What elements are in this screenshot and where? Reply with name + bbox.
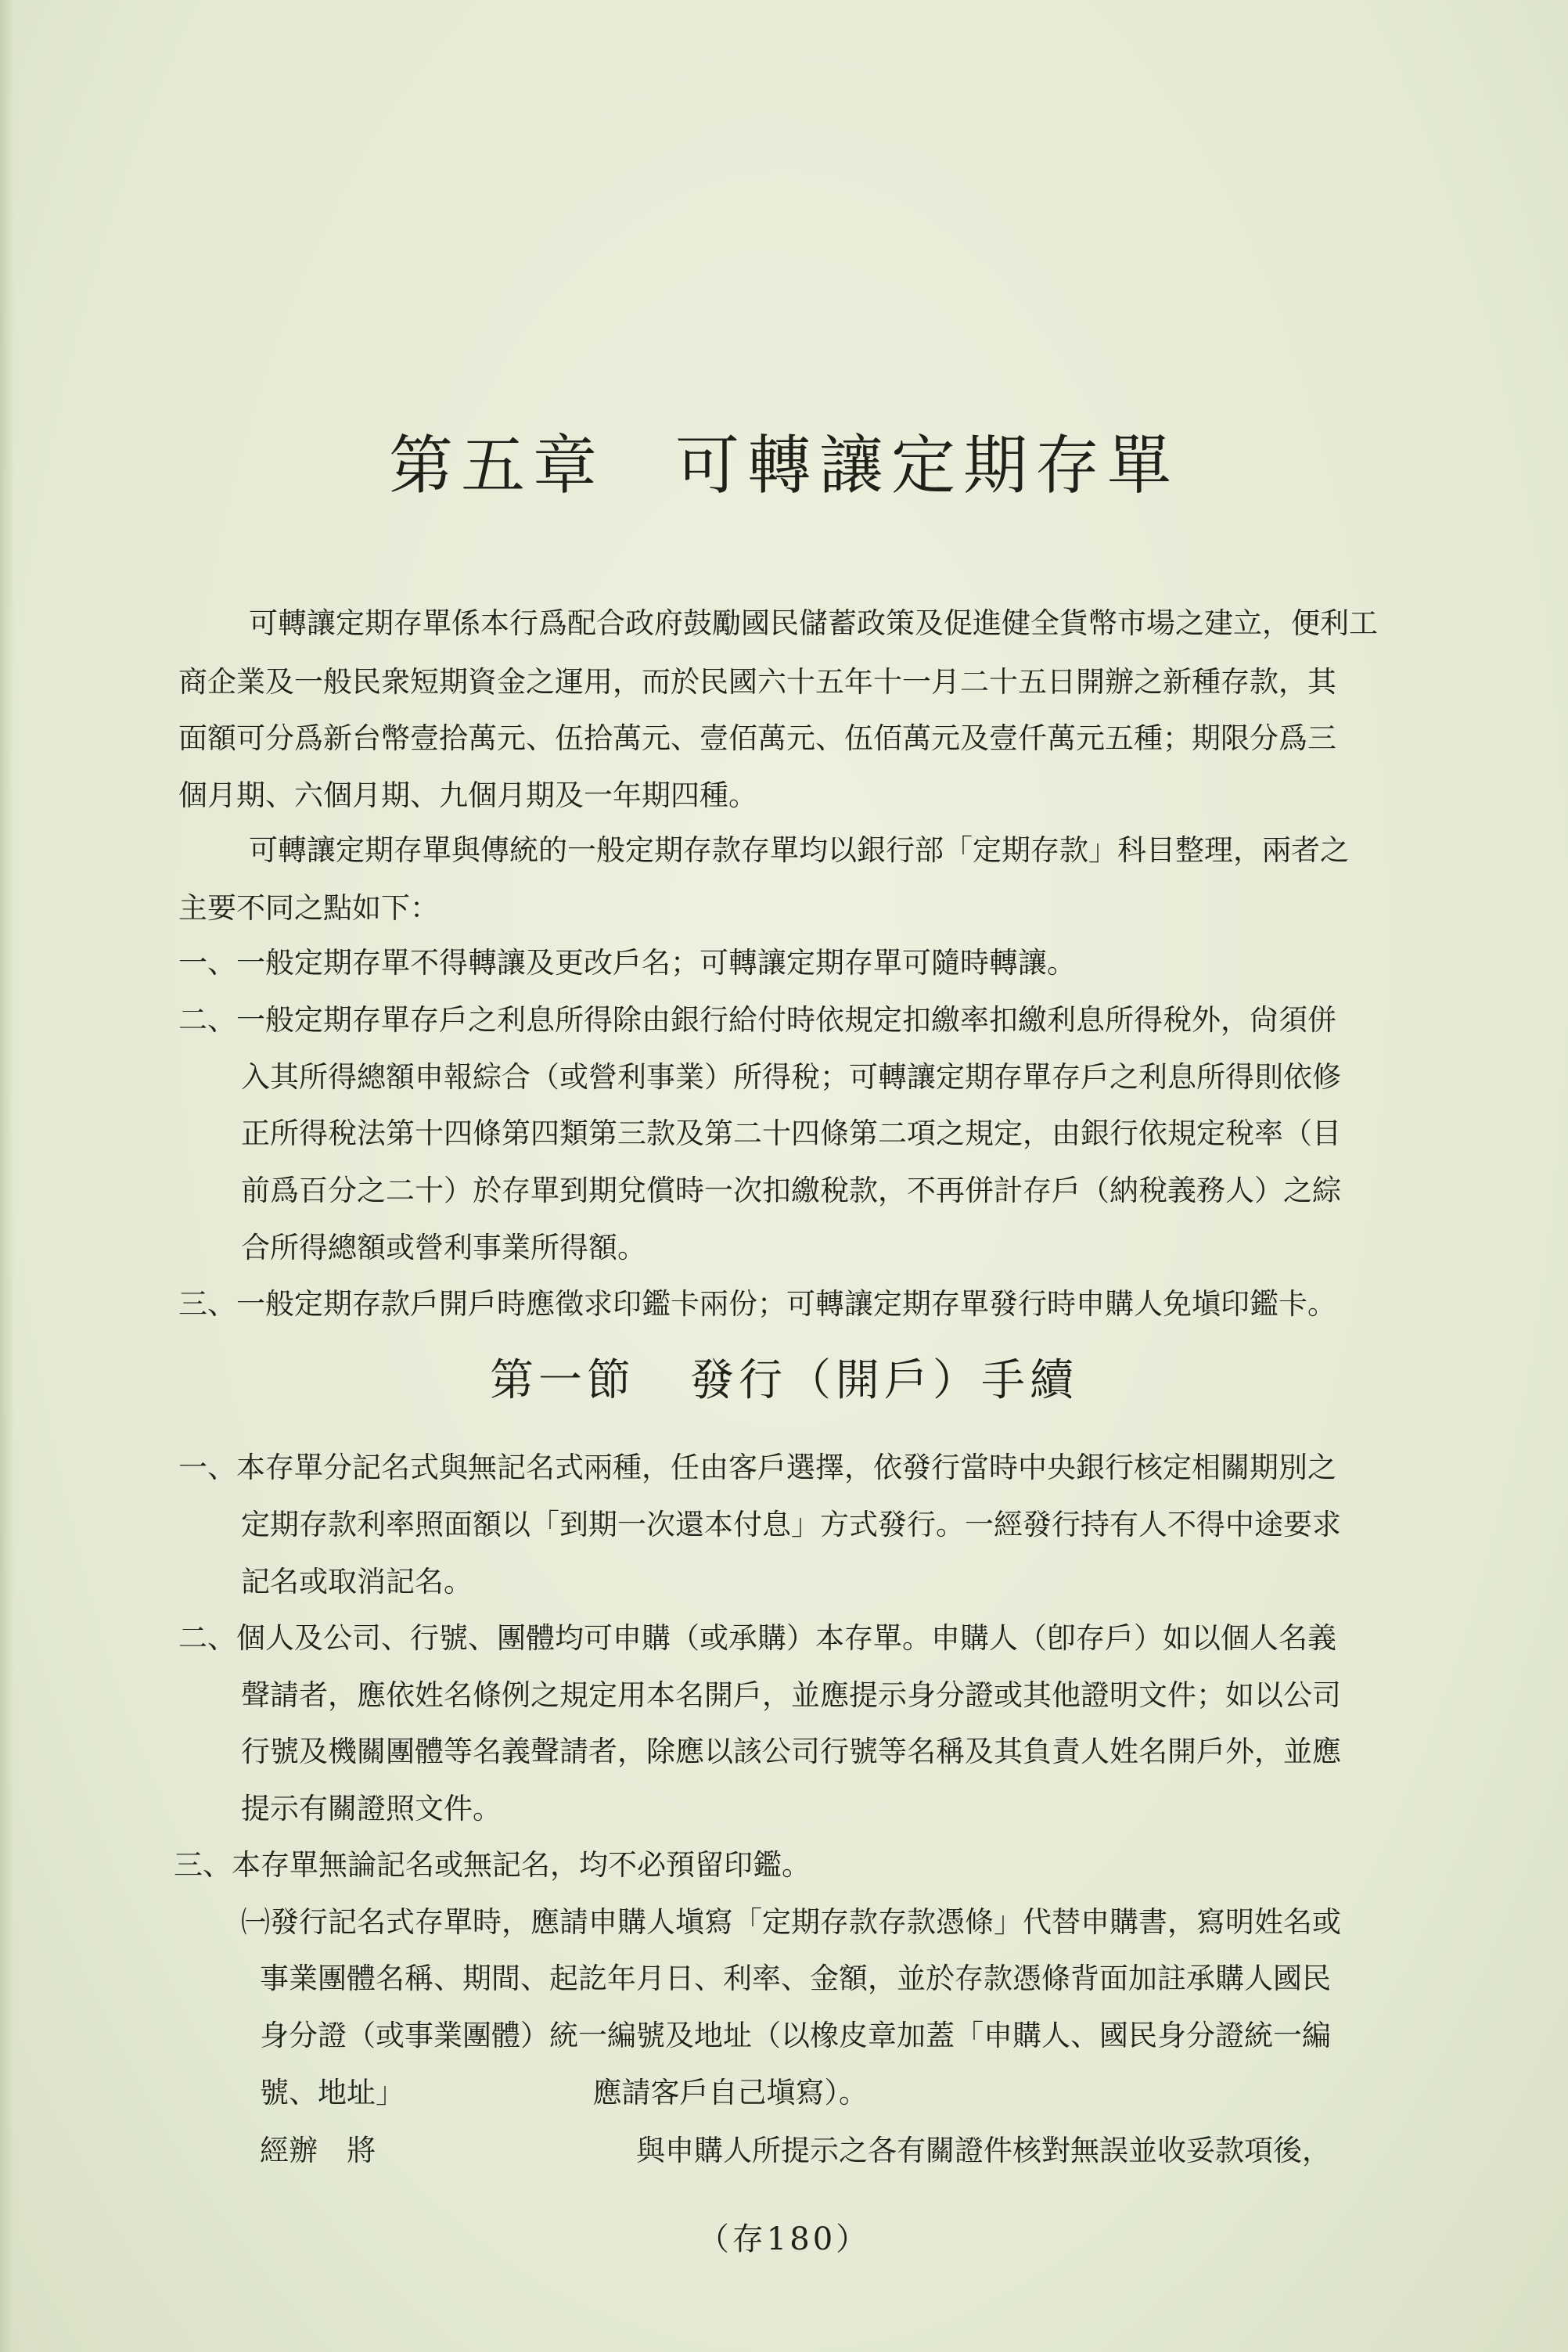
chapter-number: 第五章 [388,429,605,503]
difference-item-2-cont: 正所得稅法第十四條第四類第三款及第二十四條第二項之規定，由銀行依規定稅率（目 [241,1117,1341,1150]
difference-item-2-cont: 合所得總額或營利事業所得額。 [241,1231,646,1264]
difference-item-3: 三、一般定期存款戶開戶時應徵求印鑑卡兩份；可轉讓定期存單發行時申購人免塡印鑑卡。 [178,1287,1336,1321]
difference-item-2-cont: 入其所得總額申報綜合（或營利事業）所得稅；可轉讓定期存單存戶之利息所得則依修 [241,1060,1341,1094]
intro-line-1: 可轉讓定期存單係本行爲配合政府鼓勵國民儲蓄政策及促進健全貨幣市場之建立，便利工 [249,606,1378,640]
page-edge-shadow [0,0,14,2352]
difference-item-1: 一、一般定期存單不得轉讓及更改戶名；可轉讓定期存單可隨時轉讓。 [178,946,1076,980]
procedure-item-2-cont: 行號及機關團體等名義聲請者，除應以該公司行號等名稱及其負責人姓名開戶外，並應 [241,1735,1341,1768]
chapter-title: 可轉讓定期存單 [675,429,1180,503]
procedure-subitem-1: ㈠發行記名式存單時，應請申購人塡寫「定期存款存款憑條」代替申購書，寫明姓名或 [241,1905,1341,1939]
intro-line-2: 商企業及一般民衆短期資金之運用，而於民國六十五年十一月二十五日開辦之新種存款，其 [178,665,1336,699]
procedure-item-2: 二、個人及公司、行號、團體均可申購（或承購）本存單。申購人（卽存戶）如以個人名義 [178,1621,1336,1655]
procedure-item-3: 三、本存單無論記名或無記名，均不必預留印鑑。 [174,1848,811,1882]
procedure-subitem-1-cont: 號、地址」 應請客戶自己塡寫）。 [260,2076,868,2109]
chapter-heading [0,415,1568,506]
difference-item-2: 二、一般定期存單存戶之利息所得除由銀行給付時依規定扣繳率扣繳利息所得稅外，尙須併 [178,1003,1336,1037]
page-number: （存180） [697,2221,871,2257]
procedure-subitem-1-cont: 身分證（或事業團體）統一編號及地址（以橡皮章加蓋「申購人、國民身分證統一編 [260,2019,1331,2052]
intro-line-3: 面額可分爲新台幣壹拾萬元、伍拾萬元、壹佰萬元、伍佰萬元及壹仟萬元五種；期限分爲三 [178,721,1336,755]
intro-line-5: 可轉讓定期存單與傳統的一般定期存款存單均以銀行部「定期存款」科目整理，兩者之 [249,833,1349,867]
procedure-subitem-1-cont: 事業團體名稱、期間、起訖年月日、利率、金額，並於存款憑條背面加註承購人國民 [260,1962,1331,1995]
procedure-item-1-cont: 定期存款利率照面額以「到期一次還本付息」方式發行。一經發行持有人不得中途要求 [241,1508,1341,1541]
intro-line-4: 個月期、六個月期、九個月期及一年期四種。 [178,779,757,812]
procedure-item-1: 一、本存單分記名式與無記名式兩種，任由客戶選擇，依發行當時中央銀行核定相關期別之 [178,1451,1336,1484]
difference-item-2-cont: 前爲百分之二十）於存單到期兌償時一次扣繳稅款，不再併計存戶（納稅義務人）之綜 [241,1174,1341,1207]
procedure-item-1-cont: 記名或取消記名。 [241,1565,473,1599]
section-heading [0,1346,1568,1408]
procedure-item-2-cont: 聲請者，應依姓名條例之規定用本名開戶，並應提示身分證或其他證明文件；如以公司 [241,1678,1341,1712]
section-number: 第一節 [490,1355,635,1406]
intro-line-6: 主要不同之點如下： [178,891,439,925]
procedure-item-2-cont: 提示有關證照文件。 [241,1792,502,1825]
section-title: 發行（開戶）手續 [690,1355,1078,1406]
procedure-subitem-1-cont: 經辦 將 與申購人所提示之各有關證件核對無誤並收妥款項後， [260,2134,1331,2167]
